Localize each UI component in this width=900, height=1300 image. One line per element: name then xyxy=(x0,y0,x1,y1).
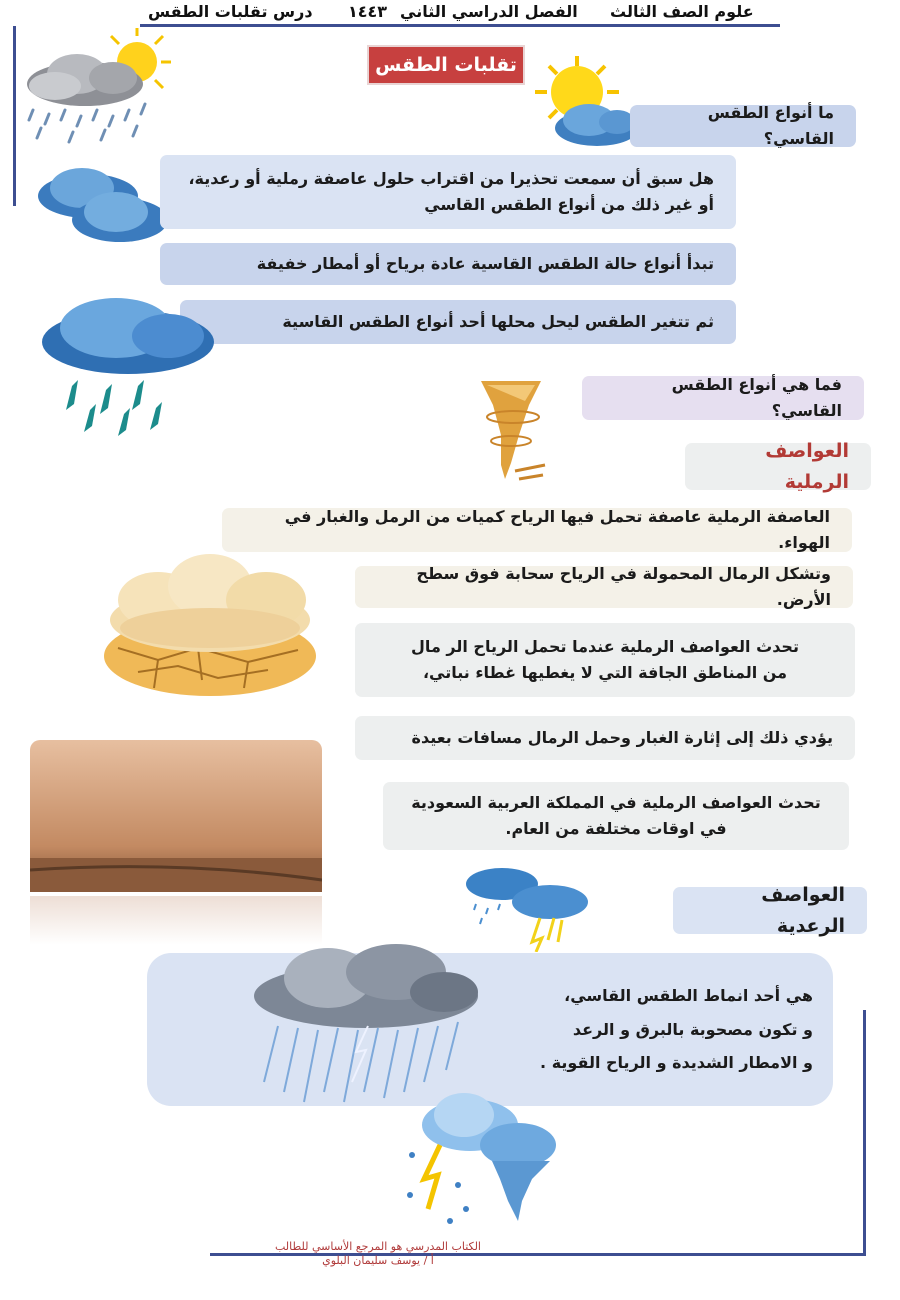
footer-note xyxy=(243,1240,513,1268)
tornado-icon xyxy=(475,375,550,490)
sandstorm-saudi-arabia xyxy=(383,782,849,850)
thunderstorm-line3: و الامطار الشديدة و الرياح القوية . xyxy=(540,1053,813,1073)
page-title: تقلبات الطقس xyxy=(367,45,525,85)
dust-cloud-cracked-earth-icon xyxy=(98,548,323,703)
header-year: ١٤٤٣ xyxy=(348,2,388,21)
header-subject: علوم الصف الثالث xyxy=(610,2,754,21)
sandstorm-saudi-line1: تحدث العواصف الرملية في المملكة العربية السعودية xyxy=(411,793,821,813)
thunderstorm-line2: و تكون مصحوبة بالبرق و الرعد xyxy=(572,1019,813,1039)
sandstorm-cause-line1: تحدث العواصف الرملية عندما تحمل الرياح الر مال xyxy=(411,637,799,657)
question-severe-weather-types: ما أنواع الطقس القاسي؟ xyxy=(630,105,856,147)
sandstorm-definition: العاصفة الرملية عاصفة تحمل فيها الرياح كميات من الرمل والغبار في الهواء. xyxy=(222,508,852,552)
paragraph-light-wind: تبدأ أنواع حالة الطقس القاسية عادة برياح أو أمطار خفيفة xyxy=(160,243,736,285)
sandstorm-cause xyxy=(355,623,855,697)
paragraph-warning-line2: أو غير ذلك من أنواع الطقس القاسي xyxy=(424,195,714,214)
sandstorm-saudi-line2: في اوقات مختلفة من العام. xyxy=(505,819,727,838)
sandstorm-effect: يؤدي ذلك إلى إثارة الغبار وحمل الرمال مسافات بعيدة xyxy=(355,716,855,760)
blue-clouds-icon xyxy=(30,160,175,250)
sandstorm-photo xyxy=(30,740,322,945)
paragraph-warning-line1: هل سبق أن سمعت تحذيرا من اقتراب حلول عاصفة رملية أو رعدية، xyxy=(188,169,714,189)
sun-cloud-icon xyxy=(527,52,642,152)
sandstorm-cause-line2: من المناطق الجافة التي لا يغطيها غطاء نباتي، xyxy=(422,663,788,682)
footer-line2: أ / يوسف سليمان البلوي xyxy=(322,1253,434,1267)
sun-rain-cloud-icon xyxy=(15,28,175,148)
frame-right-border xyxy=(863,1010,866,1255)
storm-lightning-tornado-icon xyxy=(400,1075,560,1235)
question-what-are-types: فما هي أنواع الطقس القاسي؟ xyxy=(582,376,864,420)
rain-cloud-icon xyxy=(38,290,218,440)
header-divider xyxy=(140,24,780,27)
sandstorm-cloud-formation: وتشكل الرمال المحمولة في الرياح سحابة فوق سطح الأرض. xyxy=(355,566,853,608)
heading-thunderstorms: العواصف الرعدية xyxy=(673,887,867,934)
footer-line1: الكتاب المدرسي هو المرجع الأساسي للطالب xyxy=(274,1240,481,1253)
header-semester: الفصل الدراسي الثاني xyxy=(400,2,578,21)
paragraph-warning-question xyxy=(160,155,736,229)
header-lesson: درس تقلبات الطقس xyxy=(148,2,313,21)
heading-sandstorms: العواصف الرملية xyxy=(685,443,871,490)
thunderstorm-line1: هي أحد انماط الطقس القاسي، xyxy=(564,986,813,1006)
storm-clouds-lightning-icon xyxy=(462,862,592,952)
paragraph-weather-changes: ثم تتغير الطقس ليحل محلها أحد أنواع الطقس القاسية xyxy=(180,300,736,344)
